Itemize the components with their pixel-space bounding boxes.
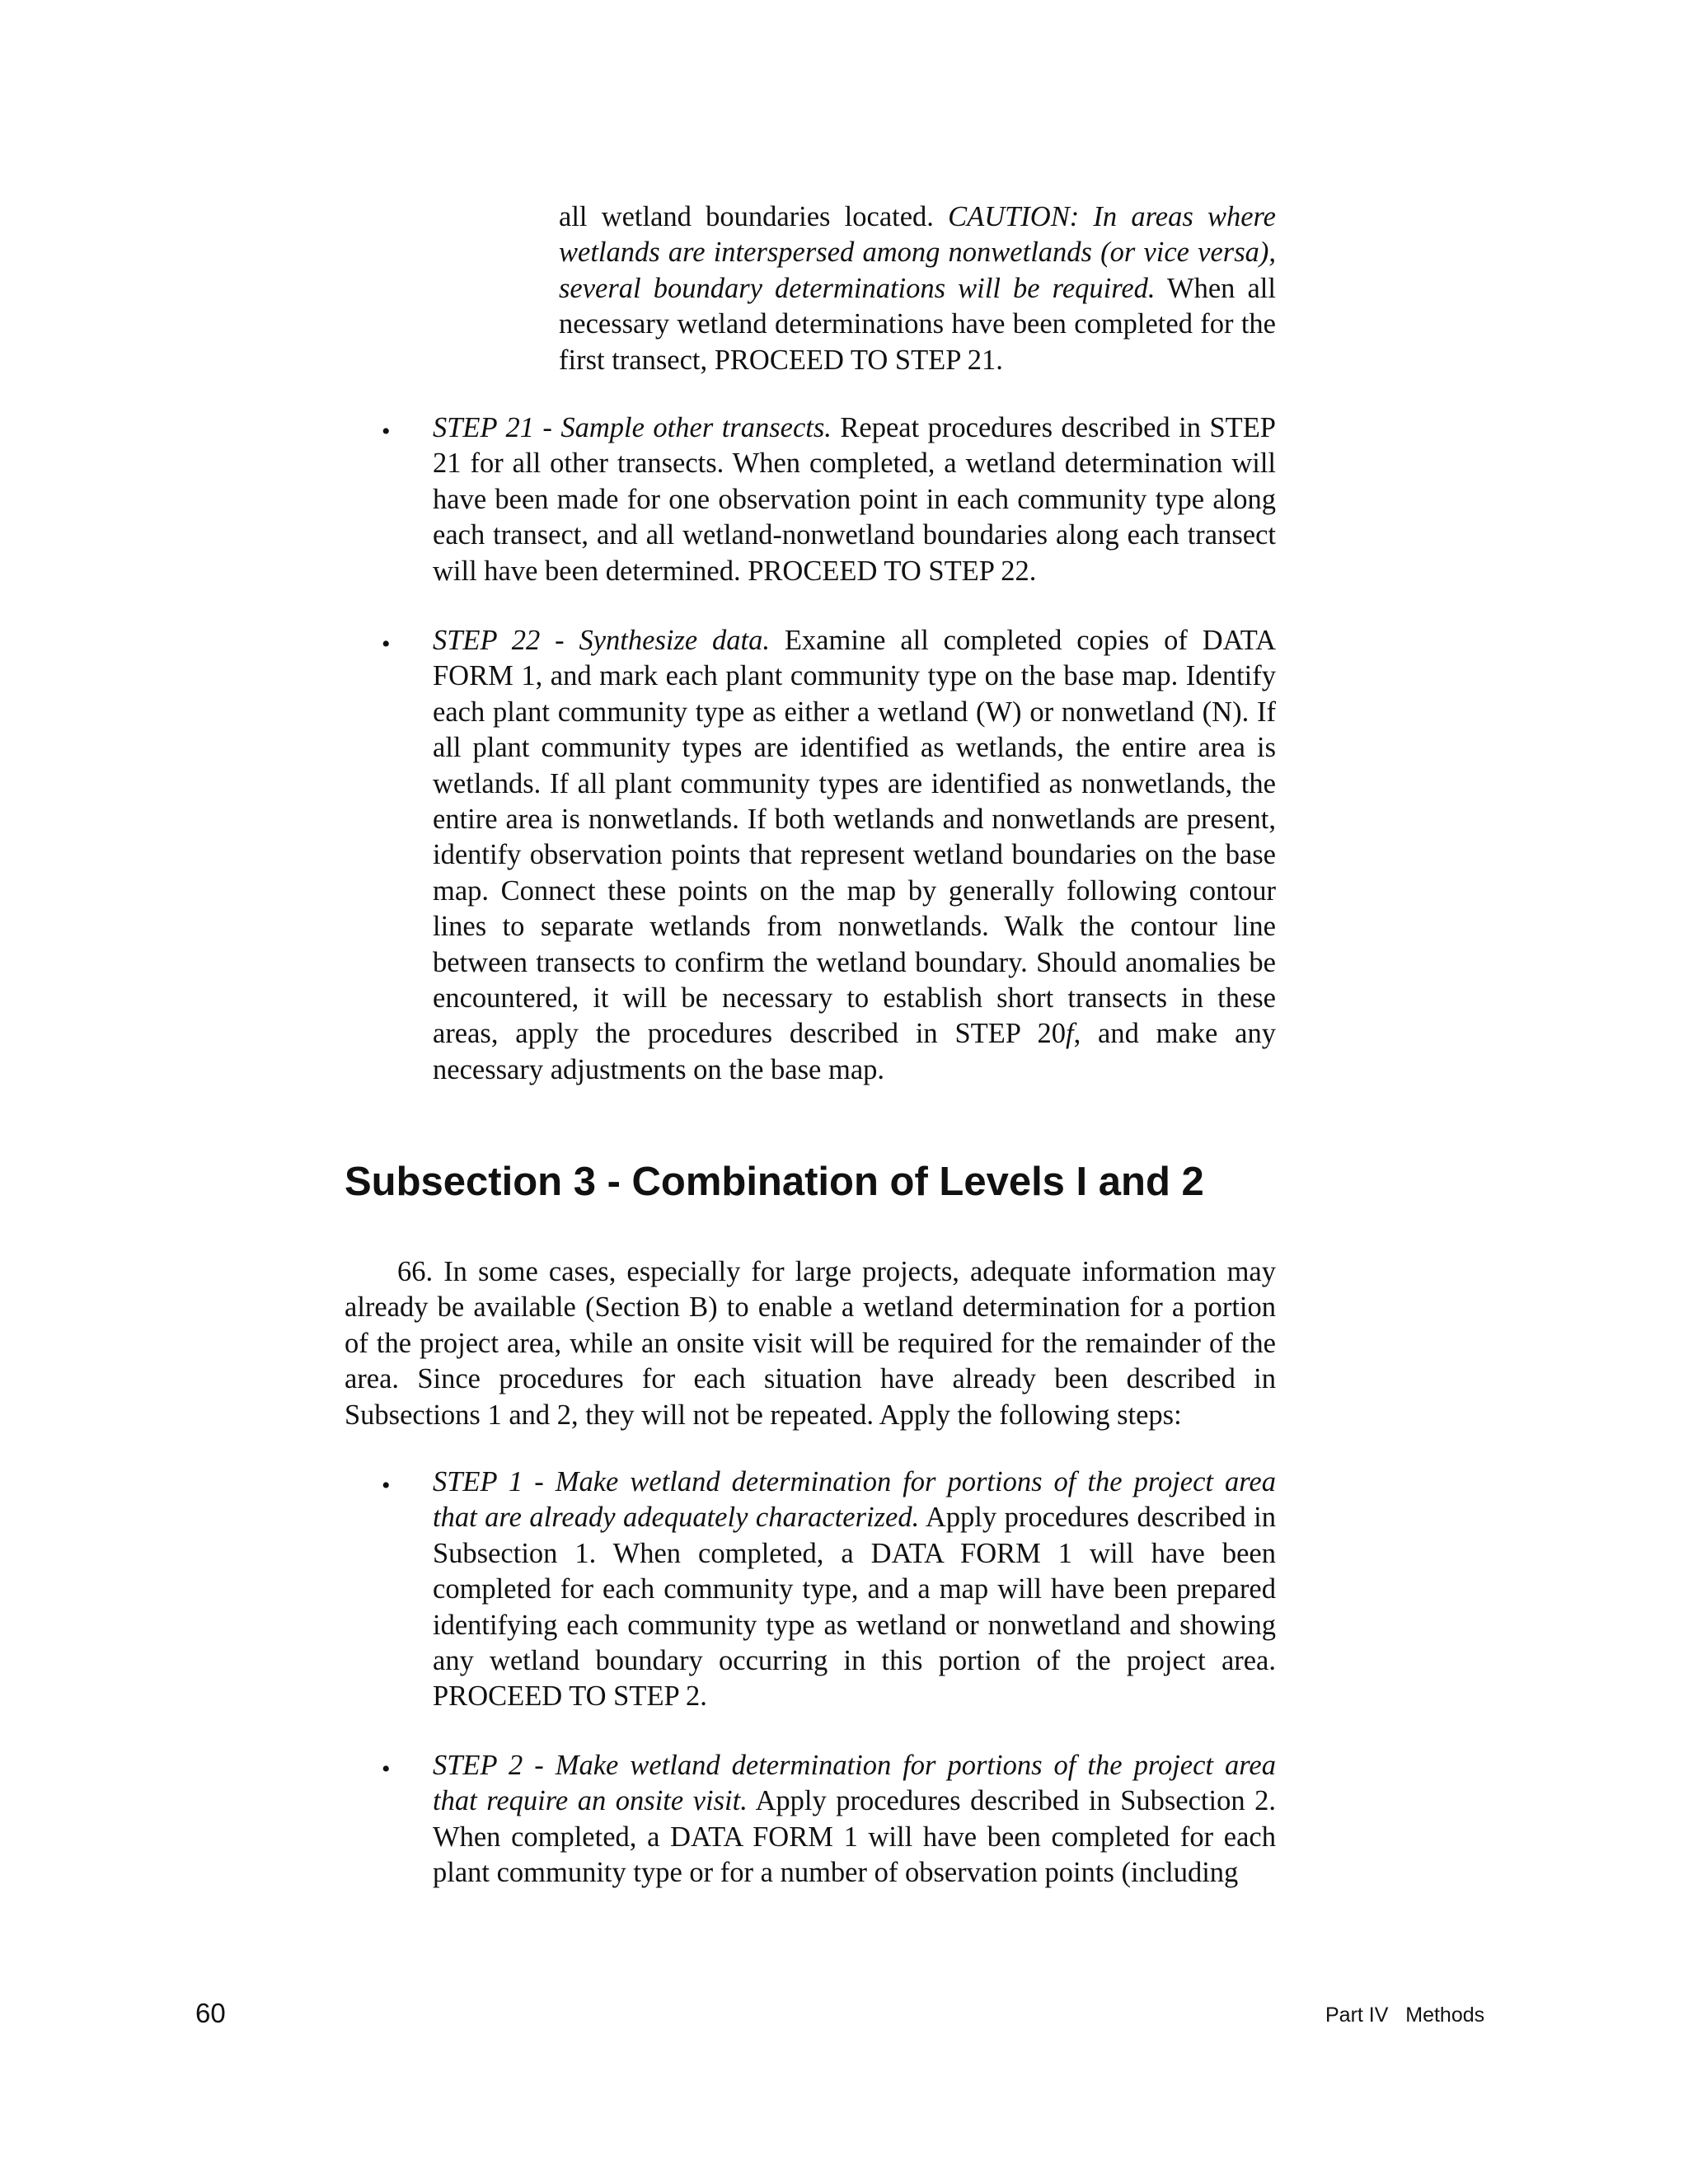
step-1-item <box>433 1465 1276 1715</box>
step-2-body: Apply procedures described in Subsection 2. When completed, a DATA FORM 1 will have been completed for each plant community type or for a number of observation points (including <box>433 1785 1277 1889</box>
step-1-body: Apply procedures described in Subsection 1. When completed, a DATA FORM 1 will have been completed for each community type, and a map will have been prepared identifying each community type as wetland or nonwetland and showing any wetland boundary occurring in this portion of the project area. PROCEED TO STEP 2. <box>433 1502 1277 1713</box>
step-2-title: STEP 2 - Make wetland determination for portions of the project area that require an onsite visit. <box>433 1750 1276 1817</box>
continuation-text-end: When all necessary wetland determinations have been completed for the first transect, PROCEED TO STEP 21. <box>559 272 1276 376</box>
step-1-title: STEP 1 - Make wetland determination for portions of the project area that are already adequately characterized. <box>433 1466 1276 1534</box>
step-21-title: STEP 21 - Sample other transects. <box>433 412 832 443</box>
bullet-step-22: • <box>382 630 391 658</box>
continuation-paragraph <box>559 199 1276 378</box>
bullet-step-2: • <box>382 1755 391 1783</box>
step-22-item <box>433 623 1276 1088</box>
step-2-item <box>433 1748 1276 1891</box>
bullet-step-21: • <box>382 418 391 445</box>
step-22-title: STEP 22 - Synthesize data. <box>433 625 771 656</box>
subsection-heading: Subsection 3 - Combination of Levels I and 2 <box>345 1160 1204 1204</box>
step-22-body-end: , and make any necessary adjustments on the base map. <box>433 1018 1276 1085</box>
step-22-reference: f <box>1066 1018 1074 1050</box>
step-21-body: Repeat procedures described in STEP 21 for all other transects. When completed, a wetland determination will have been made for one observation point in each community type along each transect, and all wetland-nonwetland boundaries along each transect will have been determined. PROCEED TO STEP 22. <box>433 412 1276 587</box>
step-22-body: Examine all completed copies of DATA FORM 1, and mark each plant community type on the base map. Identify each plant community type as either a wetland (W) or nonwetland (N). If all plant community types are identified as wetlands, the entire area is wetlands. If all plant community types are identified as nonwetlands, the entire area is nonwetlands. If both wetlands and nonwetlands are present, identify observation points that represent wetland boundaries on the base map. Connect these points on the map by generally following contour lines to separate wetlands from nonwetlands. Walk the contour line between transects to confirm the wetland boundary. Should anomalies be encountered, it will be necessary to establish short transects in these areas, apply the procedures described in STEP 20 <box>433 625 1277 1050</box>
step-21-item <box>433 410 1276 589</box>
bullet-step-1: • <box>382 1472 391 1499</box>
continuation-text-start: all wetland boundaries located. <box>559 201 949 232</box>
caution-note: CAUTION: In areas where wetlands are interspersed among nonwetlands (or vice versa), several boundary determinations will be required. <box>559 201 1276 304</box>
footer-section-label: Part IV Methods <box>1325 2004 1485 2027</box>
paragraph-66: 66. In some cases, especially for large projects, adequate information may already be available (Section B) to enable a wetland determination for a portion of the project area, while an onsite visit will be required for the remainder of the area. Since procedures for each situation have already been described in Subsections 1 and 2, they will not be repeated. Apply the following steps: <box>345 1256 1276 1431</box>
page-number: 60 <box>195 1998 226 2028</box>
